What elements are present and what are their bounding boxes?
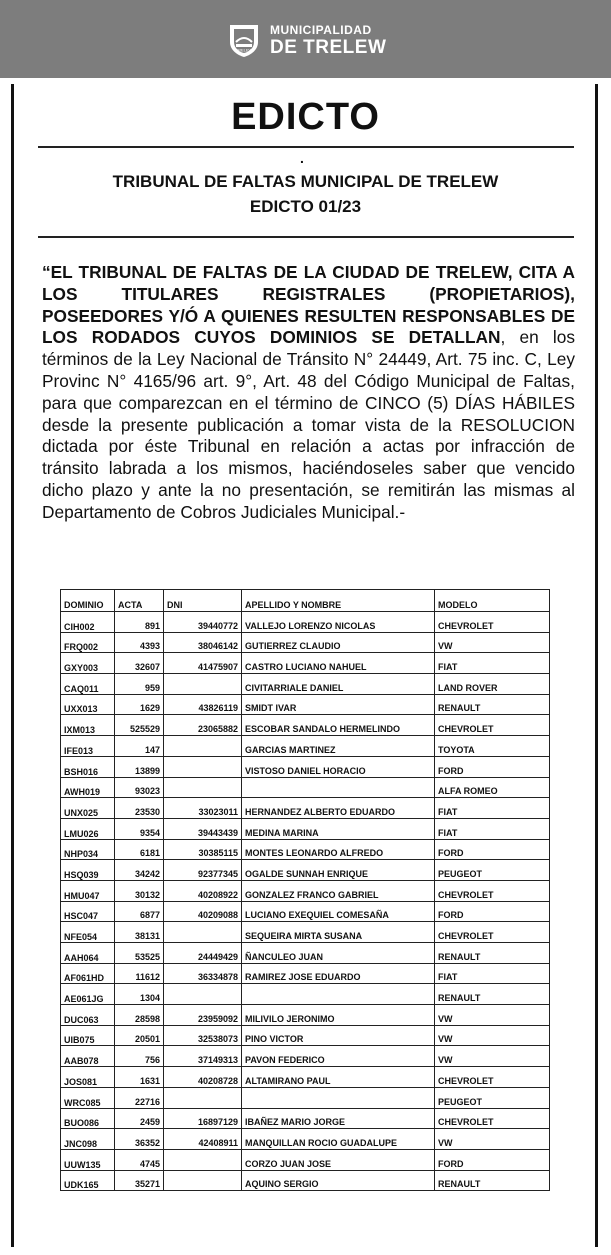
cell-acta: 28598: [115, 1005, 164, 1026]
cell-modelo: VW: [435, 632, 550, 653]
table-row: [61, 880, 550, 901]
cell-modelo: CHEVROLET: [435, 715, 550, 736]
cell-dni: [164, 984, 242, 1005]
cell-dominio: HSQ039: [61, 860, 115, 881]
cell-dni: [164, 756, 242, 777]
cell-nombre: CIVITARRIALE DANIEL: [242, 674, 435, 695]
table-row: [61, 818, 550, 839]
cell-modelo: CHEVROLET: [435, 922, 550, 943]
table-row: [61, 1087, 550, 1108]
cell-acta: 23530: [115, 798, 164, 819]
cell-dominio: HSC047: [61, 901, 115, 922]
cell-dni: 39440772: [164, 612, 242, 633]
cell-dominio: AWH019: [61, 777, 115, 798]
cell-dominio: AF061HD: [61, 963, 115, 984]
cell-acta: 891: [115, 612, 164, 633]
table-row: [61, 736, 550, 757]
cell-dni: 40208922: [164, 880, 242, 901]
cell-modelo: VW: [435, 1025, 550, 1046]
cell-dominio: AE061JG: [61, 984, 115, 1005]
table-header-row: [61, 590, 550, 612]
table-row: [61, 1067, 550, 1088]
table-row: [61, 922, 550, 943]
cell-dni: 37149313: [164, 1046, 242, 1067]
cell-dominio: FRQ002: [61, 632, 115, 653]
edict-body: [42, 262, 575, 524]
edict-body-bold: “EL TRIBUNAL DE FALTAS DE LA CIUDAD DE TRELEW, CITA A LOS TITULARES REGISTRALES (PROPIETARIOS), POSEEDORES Y/Ó A QUIENES RESULTEN RESPONSABLES DE LOS RODADOS CUYOS DOMINIOS SE DETALLAN: [42, 262, 575, 348]
cell-modelo: CHEVROLET: [435, 612, 550, 633]
table-row: [61, 963, 550, 984]
cell-acta: 147: [115, 736, 164, 757]
table-row: [61, 798, 550, 819]
cell-nombre: MONTES LEONARDO ALFREDO: [242, 839, 435, 860]
table-row: [61, 1046, 550, 1067]
cell-dni: 40209088: [164, 901, 242, 922]
header-bar: [0, 0, 611, 78]
cell-modelo: FORD: [435, 756, 550, 777]
table-row: [61, 1170, 550, 1191]
header-line1: MUNICIPALIDAD: [270, 22, 372, 37]
table-row: [61, 860, 550, 881]
cell-nombre: IBAÑEZ MARIO JORGE: [242, 1108, 435, 1129]
table-row: [61, 1129, 550, 1150]
cell-dni: 43826119: [164, 694, 242, 715]
table-row: [61, 1025, 550, 1046]
table-row: [61, 632, 550, 653]
cell-modelo: RENAULT: [435, 694, 550, 715]
column-header: ACTA: [115, 590, 164, 612]
cell-nombre: CASTRO LUCIANO NAHUEL: [242, 653, 435, 674]
cell-dni: [164, 1149, 242, 1170]
cell-modelo: RENAULT: [435, 1170, 550, 1191]
cell-dominio: DUC063: [61, 1005, 115, 1026]
cell-dni: 41475907: [164, 653, 242, 674]
cell-acta: 4745: [115, 1149, 164, 1170]
cell-nombre: PAVON FEDERICO: [242, 1046, 435, 1067]
cell-acta: 38131: [115, 922, 164, 943]
table-row: [61, 715, 550, 736]
cell-modelo: VW: [435, 1129, 550, 1150]
header-line2: DE TRELEW: [270, 36, 387, 58]
cell-acta: 93023: [115, 777, 164, 798]
cell-nombre: VALLEJO LORENZO NICOLAS: [242, 612, 435, 633]
cell-dni: 23065882: [164, 715, 242, 736]
cell-nombre: [242, 777, 435, 798]
cell-dominio: UDK165: [61, 1170, 115, 1191]
cell-acta: 11612: [115, 963, 164, 984]
svg-text:TRELEW: TRELEW: [235, 47, 253, 53]
table-row: [61, 839, 550, 860]
cell-dni: 16897129: [164, 1108, 242, 1129]
cell-modelo: FORD: [435, 901, 550, 922]
cell-dni: [164, 674, 242, 695]
column-header: MODELO: [435, 590, 550, 612]
cell-acta: 6877: [115, 901, 164, 922]
cell-acta: 1304: [115, 984, 164, 1005]
cell-acta: 756: [115, 1046, 164, 1067]
cell-modelo: CHEVROLET: [435, 880, 550, 901]
cell-dni: 42408911: [164, 1129, 242, 1150]
separator-dot: .: [300, 150, 304, 166]
cell-acta: 35271: [115, 1170, 164, 1191]
cell-nombre: MILIVILO JERONIMO: [242, 1005, 435, 1026]
cell-acta: 1629: [115, 694, 164, 715]
table-row: [61, 674, 550, 695]
cell-acta: 13899: [115, 756, 164, 777]
subtitle-tribunal: TRIBUNAL DE FALTAS MUNICIPAL DE TRELEW: [112, 172, 499, 191]
cell-dominio: AAB078: [61, 1046, 115, 1067]
cell-modelo: PEUGEOT: [435, 1087, 550, 1108]
table-row: [61, 653, 550, 674]
cell-modelo: FORD: [435, 1149, 550, 1170]
cell-dni: 23959092: [164, 1005, 242, 1026]
cell-nombre: ALTAMIRANO PAUL: [242, 1067, 435, 1088]
page-title: EDICTO: [231, 96, 380, 138]
table-row: [61, 901, 550, 922]
cell-dominio: BUO086: [61, 1108, 115, 1129]
column-header: DNI: [164, 590, 242, 612]
cell-dominio: BSH016: [61, 756, 115, 777]
table-row: [61, 943, 550, 964]
divider-top: [38, 146, 574, 148]
cell-acta: 53525: [115, 943, 164, 964]
edict-body-normal: , en los términos de la Ley Nacional de Tránsito N° 24449, Art. 75 inc. C, Ley Provinc N° 4165/96 art. 9°, Art. 48 del Código Municipal de Faltas, para que comparezcan en el término de CINCO (5) DÍAS HÁBILES desde la presente publicación a tomar vista de la RESOLUCION dictada por éste Tribunal en relación a actas por infracción de tránsito labrada a los mismos, haciéndoseles saber que vencido dicho plazo y ante la no presentación, se remitirán las mismas al Departamento de Cobros Judiciales Municipal.-: [42, 327, 575, 522]
cell-modelo: RENAULT: [435, 984, 550, 1005]
cell-acta: 32607: [115, 653, 164, 674]
cell-nombre: GARCIAS MARTINEZ: [242, 736, 435, 757]
cell-nombre: CORZO JUAN JOSE: [242, 1149, 435, 1170]
cell-dni: [164, 777, 242, 798]
table-row: [61, 1149, 550, 1170]
cell-dominio: IXM013: [61, 715, 115, 736]
cell-acta: 9354: [115, 818, 164, 839]
cell-modelo: CHEVROLET: [435, 1067, 550, 1088]
cell-dominio: NFE054: [61, 922, 115, 943]
cell-acta: 959: [115, 674, 164, 695]
cell-dominio: AAH064: [61, 943, 115, 964]
cell-nombre: GUTIERREZ CLAUDIO: [242, 632, 435, 653]
cell-dni: [164, 1087, 242, 1108]
cell-dni: [164, 736, 242, 757]
cell-dni: 40208728: [164, 1067, 242, 1088]
cell-dominio: UXX013: [61, 694, 115, 715]
cell-dni: 38046142: [164, 632, 242, 653]
cell-nombre: ESCOBAR SANDALO HERMELINDO: [242, 715, 435, 736]
table-row: [61, 612, 550, 633]
cell-dominio: UNX025: [61, 798, 115, 819]
cell-dominio: GXY003: [61, 653, 115, 674]
cell-nombre: AQUINO SERGIO: [242, 1170, 435, 1191]
cell-acta: 20501: [115, 1025, 164, 1046]
cell-dominio: IFE013: [61, 736, 115, 757]
cell-modelo: FIAT: [435, 653, 550, 674]
cell-nombre: LUCIANO EXEQUIEL COMESAÑA: [242, 901, 435, 922]
cell-nombre: MEDINA MARINA: [242, 818, 435, 839]
cell-modelo: VW: [435, 1046, 550, 1067]
cell-dni: 36334878: [164, 963, 242, 984]
cell-modelo: ALFA ROMEO: [435, 777, 550, 798]
cell-dominio: CIH002: [61, 612, 115, 633]
cell-modelo: FIAT: [435, 963, 550, 984]
cell-acta: 2459: [115, 1108, 164, 1129]
cell-dominio: NHP034: [61, 839, 115, 860]
cell-modelo: FORD: [435, 839, 550, 860]
cell-acta: 22716: [115, 1087, 164, 1108]
cell-dominio: JOS081: [61, 1067, 115, 1088]
cell-acta: 1631: [115, 1067, 164, 1088]
cell-acta: 36352: [115, 1129, 164, 1150]
cell-nombre: GONZALEZ FRANCO GABRIEL: [242, 880, 435, 901]
cell-nombre: OGALDE SUNNAH ENRIQUE: [242, 860, 435, 881]
cell-dominio: HMU047: [61, 880, 115, 901]
subtitle-edicto-number: EDICTO 01/23: [249, 197, 362, 216]
cell-dni: [164, 1170, 242, 1191]
cell-modelo: TOYOTA: [435, 736, 550, 757]
cell-nombre: SEQUEIRA MIRTA SUSANA: [242, 922, 435, 943]
cell-dni: 33023011: [164, 798, 242, 819]
cell-nombre: RAMIREZ JOSE EDUARDO: [242, 963, 435, 984]
cell-dominio: JNC098: [61, 1129, 115, 1150]
cell-modelo: CHEVROLET: [435, 1108, 550, 1129]
cell-modelo: FIAT: [435, 798, 550, 819]
cell-modelo: VW: [435, 1005, 550, 1026]
cell-modelo: PEUGEOT: [435, 860, 550, 881]
cell-nombre: MANQUILLAN ROCIO GUADALUPE: [242, 1129, 435, 1150]
table-row: [61, 777, 550, 798]
cell-modelo: RENAULT: [435, 943, 550, 964]
cell-modelo: FIAT: [435, 818, 550, 839]
table-row: [61, 1108, 550, 1129]
seal-icon: [226, 22, 262, 58]
cell-dominio: CAQ011: [61, 674, 115, 695]
cell-nombre: VISTOSO DANIEL HORACIO: [242, 756, 435, 777]
cell-nombre: HERNANDEZ ALBERTO EDUARDO: [242, 798, 435, 819]
vehicle-table: [60, 589, 550, 1191]
cell-dni: 30385115: [164, 839, 242, 860]
cell-dni: 32538073: [164, 1025, 242, 1046]
cell-dominio: UUW135: [61, 1149, 115, 1170]
cell-acta: 6181: [115, 839, 164, 860]
cell-acta: 34242: [115, 860, 164, 881]
cell-modelo: LAND ROVER: [435, 674, 550, 695]
cell-nombre: SMIDT IVAR: [242, 694, 435, 715]
cell-dni: 39443439: [164, 818, 242, 839]
municipality-logo: [226, 22, 386, 58]
cell-dominio: WRC085: [61, 1087, 115, 1108]
cell-nombre: ÑANCULEO JUAN: [242, 943, 435, 964]
cell-dni: 92377345: [164, 860, 242, 881]
divider-bottom: [38, 236, 574, 238]
column-header: APELLIDO Y NOMBRE: [242, 590, 435, 612]
cell-dni: [164, 922, 242, 943]
cell-nombre: [242, 984, 435, 1005]
column-header: DOMINIO: [61, 590, 115, 612]
table-row: [61, 1005, 550, 1026]
cell-nombre: [242, 1087, 435, 1108]
cell-acta: 525529: [115, 715, 164, 736]
table-row: [61, 694, 550, 715]
cell-dominio: LMU026: [61, 818, 115, 839]
cell-nombre: PINO VICTOR: [242, 1025, 435, 1046]
cell-acta: 30132: [115, 880, 164, 901]
table-row: [61, 984, 550, 1005]
cell-dominio: UIB075: [61, 1025, 115, 1046]
cell-acta: 4393: [115, 632, 164, 653]
table-row: [61, 756, 550, 777]
cell-dni: 24449429: [164, 943, 242, 964]
